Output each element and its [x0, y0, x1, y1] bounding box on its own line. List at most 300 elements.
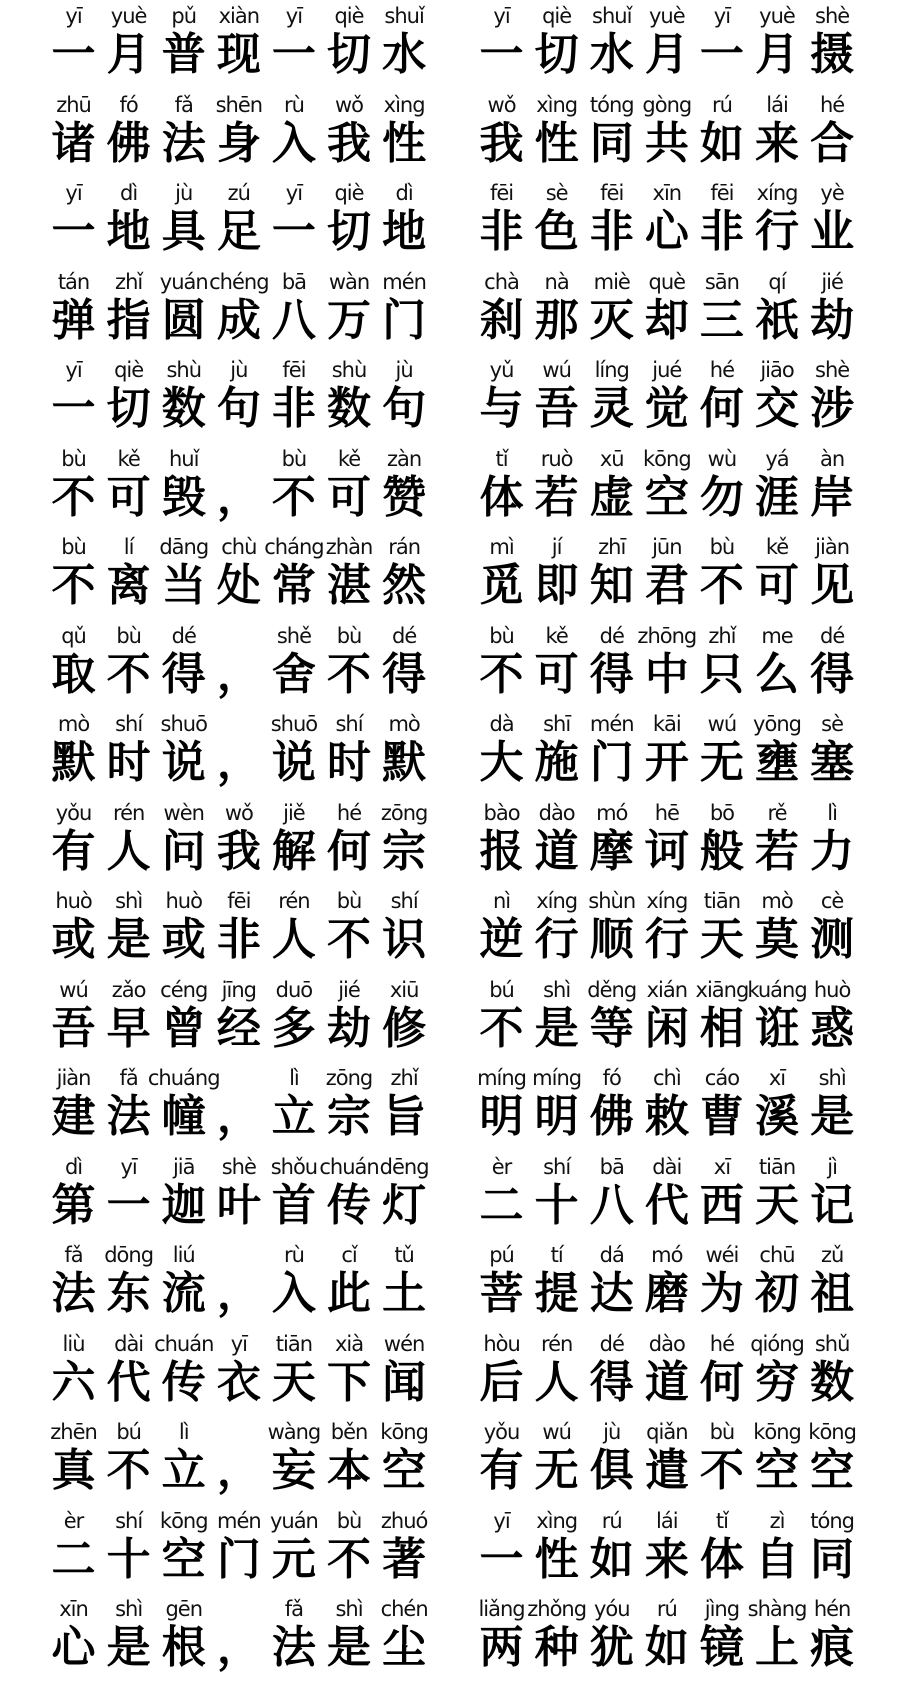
verse-line	[474, 622, 860, 711]
verse-line	[46, 356, 432, 445]
hanzi-character: 离	[106, 560, 151, 611]
pinyin-label: shuō	[270, 712, 318, 736]
hanzi-character: 空	[382, 1445, 427, 1496]
verse-line	[474, 1507, 860, 1596]
hanzi-character: 开	[644, 737, 689, 788]
pinyin-label: huò	[55, 889, 92, 913]
character-cell	[156, 91, 211, 169]
hanzi-character: 一	[699, 29, 744, 80]
hanzi-character: 交	[755, 383, 800, 434]
hanzi-character: 记	[810, 1179, 855, 1231]
pinyin-label: shè	[815, 4, 850, 28]
character-cell	[694, 445, 749, 523]
character-cell	[584, 622, 639, 700]
pinyin-label: bù	[709, 535, 735, 559]
hanzi-character: 吾	[51, 1002, 96, 1054]
pinyin-label: wú	[59, 977, 88, 1002]
pinyin-label: jiàn	[56, 1066, 91, 1090]
character-cell	[101, 622, 156, 700]
character-cell	[377, 445, 432, 523]
pinyin-label: céng	[160, 977, 208, 1002]
pinyin-label: shè	[815, 358, 850, 382]
character-cell	[321, 1241, 376, 1319]
character-cell	[46, 622, 101, 700]
pinyin-label: yuè	[110, 4, 147, 28]
character-cell	[266, 356, 321, 434]
verse-line	[474, 1064, 860, 1153]
pinyin-label: kāi	[652, 712, 681, 736]
pinyin-label: xìng	[383, 92, 425, 117]
character-cell	[321, 1507, 376, 1585]
verse-line	[46, 1418, 432, 1507]
character-cell	[529, 1330, 584, 1408]
hanzi-character: 上	[755, 1622, 800, 1673]
hanzi-character: 摄	[810, 29, 855, 80]
pinyin-label: bú	[116, 1420, 141, 1444]
pinyin-label: chuán	[154, 1331, 214, 1356]
character-cell	[266, 1595, 321, 1673]
hanzi-character: 相	[699, 1002, 744, 1054]
pinyin-label: bù	[116, 623, 141, 648]
character-cell	[529, 179, 584, 257]
verse-line	[474, 1153, 860, 1242]
hanzi-character: 切	[327, 29, 372, 80]
character-cell	[46, 2, 101, 80]
hanzi-character: 业	[810, 206, 855, 257]
hanzi-character: 祇	[755, 294, 800, 346]
hanzi-character: 道	[644, 1356, 689, 1408]
hanzi-character: 传	[327, 1179, 372, 1231]
verse-line	[46, 268, 432, 357]
character-cell	[694, 91, 749, 169]
pinyin-label: shuǐ	[384, 4, 424, 28]
character-cell	[211, 533, 266, 611]
hanzi-character: 与	[479, 383, 524, 434]
verse-line	[474, 976, 860, 1065]
character-cell	[639, 1595, 694, 1673]
hanzi-character: 赞	[382, 471, 427, 523]
character-cell	[321, 2, 376, 80]
hanzi-character: 我	[216, 825, 261, 877]
character-cell	[805, 91, 860, 169]
verse-line	[46, 622, 432, 711]
pinyin-label: nì	[492, 889, 511, 913]
pinyin-label: xìng	[536, 1508, 578, 1533]
character-cell	[321, 91, 376, 169]
character-cell	[46, 268, 101, 346]
hanzi-character: 切	[534, 29, 579, 80]
pinyin-label: xiàn	[218, 4, 260, 28]
hanzi-character: 体	[479, 471, 524, 523]
verse-line	[474, 356, 860, 445]
character-cell	[377, 268, 432, 346]
hanzi-character: 二	[51, 1533, 96, 1585]
pinyin-label: yī	[285, 181, 303, 205]
character-cell	[377, 356, 432, 434]
hanzi-character: 是	[106, 914, 151, 965]
hanzi-character: 经	[216, 1002, 261, 1054]
hanzi-character: 得	[382, 648, 427, 700]
pinyin-label: shì	[335, 1597, 363, 1621]
pinyin-label: xī	[713, 1154, 731, 1179]
character-cell	[639, 268, 694, 346]
character-cell	[474, 887, 529, 965]
character-cell	[749, 179, 804, 257]
hanzi-character: 刹	[479, 294, 524, 346]
hanzi-character: 数	[161, 383, 206, 434]
pinyin-label: wéi	[705, 1243, 739, 1267]
hanzi-character: 测	[810, 914, 855, 965]
pinyin-label: xiū	[389, 977, 419, 1002]
verse-line	[46, 799, 432, 888]
character-cell	[266, 976, 321, 1054]
hanzi-character: 三	[699, 294, 744, 346]
character-cell	[101, 1418, 156, 1496]
hanzi-character: 叶	[216, 1179, 261, 1231]
pinyin-label: kuáng	[747, 977, 807, 1002]
pinyin-label: zǎo	[111, 977, 146, 1002]
hanzi-character: 岸	[810, 471, 855, 523]
character-cell	[749, 887, 804, 965]
character-cell	[211, 445, 266, 523]
pinyin-label: zhǐ	[115, 269, 143, 294]
pinyin-label: fēi	[710, 181, 734, 205]
pinyin-label: liú	[172, 1243, 195, 1267]
pinyin-label: yuè	[759, 4, 795, 28]
hanzi-character: 是	[534, 1002, 579, 1054]
character-cell	[637, 622, 697, 700]
hanzi-character: 性	[534, 1533, 579, 1585]
hanzi-character: 后	[479, 1356, 524, 1408]
hanzi-character: 地	[382, 206, 427, 257]
character-cell	[747, 1595, 807, 1673]
hanzi-character: 共	[644, 117, 689, 169]
character-cell	[584, 976, 639, 1054]
hanzi-character: 人	[271, 914, 316, 965]
verse-line	[474, 533, 860, 622]
pinyin-label: shuō	[160, 712, 207, 736]
character-cell	[529, 799, 584, 877]
pinyin-label: cáo	[704, 1066, 740, 1090]
pinyin-label: dé	[599, 623, 624, 648]
pinyin-label: xìng	[536, 92, 578, 117]
hanzi-character: 等	[589, 1002, 634, 1054]
hanzi-character: 合	[810, 117, 855, 169]
character-cell	[266, 799, 321, 877]
character-cell	[527, 1595, 587, 1673]
hanzi-character: 此	[327, 1268, 372, 1319]
character-cell	[584, 1507, 639, 1585]
character-cell	[639, 1064, 694, 1142]
hanzi-character: 或	[161, 914, 206, 965]
character-cell	[211, 1241, 266, 1319]
pinyin-label: tiān	[703, 889, 741, 913]
hanzi-character: 默	[51, 737, 96, 788]
character-cell	[266, 91, 321, 169]
character-cell	[46, 1330, 101, 1408]
character-cell	[584, 179, 639, 257]
pinyin-label: gēn	[165, 1597, 203, 1621]
pinyin-label: wàn	[328, 269, 370, 294]
character-cell	[639, 533, 694, 611]
character-cell	[46, 976, 101, 1054]
hanzi-character: 成	[216, 294, 261, 346]
pinyin-label: mì	[489, 535, 514, 559]
hanzi-character: 施	[534, 737, 579, 788]
hanzi-character: 不	[699, 1445, 744, 1496]
pinyin-label: hé	[709, 358, 735, 382]
character-cell	[211, 1595, 266, 1673]
character-cell	[529, 710, 584, 788]
pinyin-label: yōng	[753, 712, 801, 736]
verse-line	[474, 1595, 860, 1684]
pinyin-label: zhū	[56, 92, 91, 117]
pinyin-label: dēng	[379, 1154, 429, 1179]
hanzi-character: 立	[161, 1445, 206, 1496]
hanzi-character: 修	[382, 1002, 427, 1054]
character-cell	[474, 1153, 529, 1231]
verse-line	[46, 887, 432, 976]
verse-line	[46, 179, 432, 268]
hanzi-character: ，	[216, 1445, 261, 1496]
character-cell	[377, 622, 432, 700]
character-cell	[749, 1241, 804, 1319]
character-cell	[584, 445, 639, 523]
hanzi-character: 不	[327, 914, 372, 965]
character-cell	[529, 533, 584, 611]
pinyin-label: shǒu	[270, 1154, 318, 1179]
character-cell	[529, 91, 584, 169]
hanzi-character: 问	[161, 825, 206, 877]
hanzi-character: 若	[534, 471, 579, 523]
hanzi-character: 传	[161, 1356, 206, 1408]
character-cell	[749, 1507, 804, 1585]
pinyin-label: shí	[115, 1508, 143, 1533]
hanzi-character: 磨	[644, 1268, 689, 1319]
pinyin-label: zhōng	[637, 623, 697, 648]
hanzi-character: 提	[534, 1268, 579, 1319]
hanzi-character: 曾	[161, 1002, 206, 1054]
character-cell	[584, 1595, 639, 1673]
hanzi-character: 不	[106, 1445, 151, 1496]
hanzi-character: 灯	[382, 1179, 427, 1231]
hanzi-character: 知	[589, 560, 634, 611]
pinyin-label: shè	[221, 1154, 256, 1179]
character-cell	[474, 710, 529, 788]
verse-line	[474, 268, 860, 357]
verse-line	[474, 179, 860, 268]
hanzi-character: 迦	[161, 1179, 206, 1231]
character-cell	[377, 1153, 432, 1231]
pinyin-label: xū	[599, 446, 624, 471]
character-cell	[321, 533, 376, 611]
pinyin-label: kě	[545, 623, 568, 648]
character-cell	[639, 179, 694, 257]
character-cell	[805, 445, 860, 523]
pinyin-label: chù	[221, 535, 257, 559]
pinyin-label: kōng	[159, 1508, 208, 1533]
hanzi-character: 一	[479, 29, 524, 80]
pinyin-label: dài	[114, 1331, 144, 1356]
hanzi-character: 我	[327, 117, 372, 169]
pinyin-label: yǒu	[55, 800, 92, 825]
pinyin-label: yī	[120, 1154, 137, 1179]
hanzi-character: 痕	[810, 1622, 855, 1673]
hanzi-character: 闲	[644, 1002, 689, 1054]
character-cell	[101, 179, 156, 257]
pinyin-label: dé	[171, 623, 196, 648]
hanzi-character: 只	[699, 648, 744, 700]
pinyin-label: jiāo	[760, 358, 794, 382]
pinyin-label: jiàn	[815, 535, 850, 559]
hanzi-character: 摩	[589, 825, 634, 877]
character-cell	[46, 1153, 101, 1231]
hanzi-character: 镜	[699, 1622, 744, 1673]
hanzi-character: 诸	[51, 117, 96, 169]
pinyin-label: shēn	[215, 92, 263, 117]
hanzi-character: 宗	[382, 825, 427, 877]
hanzi-character: 非	[271, 383, 316, 434]
character-cell	[529, 445, 584, 523]
character-cell	[529, 622, 584, 700]
character-cell	[694, 356, 749, 434]
character-cell	[749, 710, 804, 788]
pinyin-label: lì	[178, 1420, 189, 1444]
verse-line	[46, 1241, 432, 1330]
pinyin-label: kōng	[753, 1420, 801, 1444]
character-cell	[266, 179, 321, 257]
verse-line	[46, 533, 432, 622]
verse-line	[474, 445, 860, 534]
character-cell	[584, 1330, 639, 1408]
pinyin-label: kōng	[643, 446, 691, 471]
pinyin-label: huò	[813, 977, 851, 1002]
character-cell	[694, 710, 749, 788]
pinyin-label: fǎ	[64, 1243, 83, 1267]
pinyin-label: mó	[596, 800, 628, 825]
character-cell	[529, 268, 584, 346]
character-cell	[584, 91, 639, 169]
hanzi-character: 遣	[644, 1445, 689, 1496]
hanzi-character: 我	[479, 117, 524, 169]
character-cell	[321, 887, 376, 965]
character-cell	[101, 445, 156, 523]
character-cell	[46, 887, 101, 965]
pinyin-label: fēi	[282, 358, 306, 382]
hanzi-character: 为	[699, 1268, 744, 1319]
pinyin-label: tóng	[810, 1508, 854, 1533]
character-cell	[805, 799, 860, 877]
character-cell	[584, 1418, 639, 1496]
hanzi-character: 法	[161, 117, 206, 169]
pinyin-label: dà	[489, 712, 514, 736]
hanzi-character: 报	[479, 825, 524, 877]
hanzi-character: 涯	[755, 471, 800, 523]
pinyin-label: jù	[395, 358, 413, 382]
pinyin-label: jì	[827, 1154, 837, 1179]
pinyin-label: tiān	[758, 1154, 796, 1179]
character-cell	[805, 887, 860, 965]
pinyin-label: wǒ	[487, 92, 516, 117]
pinyin-label: fēi	[600, 181, 624, 205]
pinyin-label: jué	[652, 358, 682, 382]
character-cell	[321, 1064, 376, 1142]
pinyin-label: shù	[331, 358, 367, 382]
hanzi-character: 佛	[106, 117, 151, 169]
hanzi-character: 入	[271, 1268, 316, 1319]
hanzi-character: 可	[755, 560, 800, 611]
pinyin-label: duō	[275, 977, 313, 1002]
hanzi-character: 明	[534, 1091, 579, 1142]
pinyin-label: jūn	[652, 535, 682, 559]
character-cell	[474, 533, 529, 611]
character-cell	[156, 887, 211, 965]
hanzi-character: 旨	[382, 1091, 427, 1142]
character-cell	[694, 1064, 749, 1142]
pinyin-label: lí	[123, 535, 134, 559]
character-cell	[474, 445, 529, 523]
pinyin-label: rù	[283, 1243, 304, 1267]
character-cell	[805, 622, 860, 700]
character-cell	[211, 2, 266, 80]
pinyin-label: xíng	[646, 889, 688, 913]
hanzi-character: 切	[106, 383, 151, 434]
hanzi-character: 地	[106, 206, 151, 257]
pinyin-label: shí	[543, 1154, 571, 1179]
pinyin-label: jù	[603, 1420, 621, 1444]
character-cell	[211, 710, 266, 788]
hanzi-character: 心	[51, 1622, 96, 1673]
pinyin-label: cǐ	[341, 1243, 357, 1267]
hanzi-character: 灭	[589, 294, 634, 346]
hanzi-character: 溪	[755, 1091, 800, 1142]
pinyin-label: ruò	[540, 446, 573, 471]
pinyin-label: nà	[544, 269, 569, 294]
hanzi-character: 空	[161, 1533, 206, 1585]
hanzi-character: 法	[271, 1622, 316, 1673]
pinyin-label: sān	[704, 269, 739, 294]
character-cell	[377, 1064, 432, 1142]
pinyin-label: bō	[709, 800, 735, 825]
character-cell	[156, 179, 211, 257]
hanzi-character: 湛	[327, 560, 372, 611]
character-cell	[584, 710, 639, 788]
character-cell	[156, 2, 211, 80]
pinyin-label: yī	[493, 4, 510, 28]
character-cell	[266, 268, 321, 346]
pinyin-label: shùn	[588, 889, 636, 913]
character-cell	[211, 1507, 266, 1585]
pinyin-label: mò	[388, 712, 420, 736]
hanzi-character: 如	[699, 117, 744, 169]
pinyin-label: míng	[532, 1066, 582, 1090]
character-cell	[156, 622, 211, 700]
pinyin-label: dài	[652, 1154, 682, 1179]
character-cell	[474, 2, 529, 80]
hanzi-character: 六	[51, 1356, 96, 1408]
character-cell	[529, 1064, 584, 1142]
character-cell	[474, 1330, 529, 1408]
hanzi-character: 灵	[589, 383, 634, 434]
hanzi-character: 天	[755, 1179, 800, 1231]
character-cell	[266, 1418, 321, 1496]
right-verse-column	[474, 2, 860, 1684]
hanzi-character: 当	[161, 560, 206, 611]
hanzi-character: 不	[106, 648, 151, 700]
pinyin-label: qí	[768, 269, 786, 294]
pinyin-label: mén	[382, 269, 426, 294]
pinyin-label: sè	[821, 712, 844, 736]
